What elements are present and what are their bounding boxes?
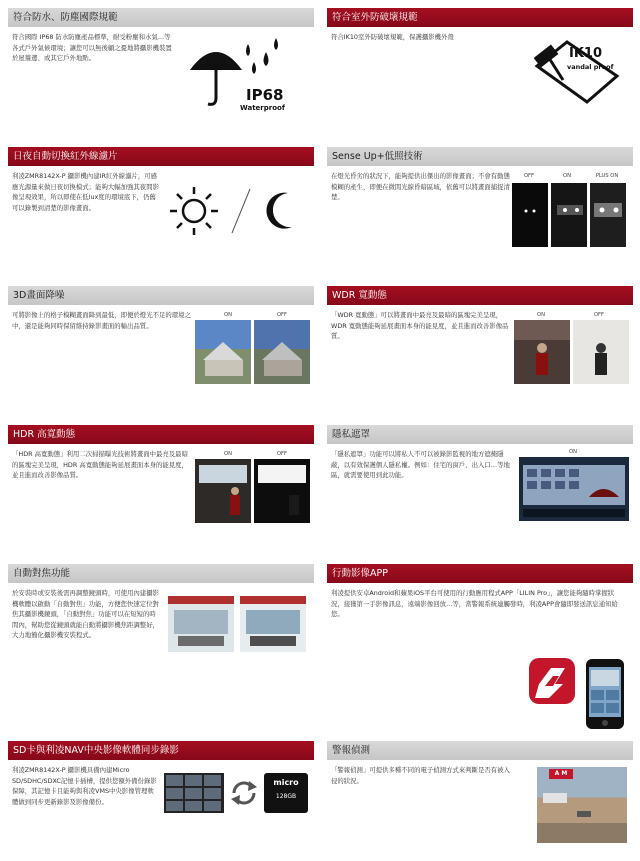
card-sd-nav	[8, 741, 314, 853]
section-title: 隱私遮罩	[327, 425, 633, 444]
nav-monitor-photo	[164, 773, 224, 813]
section-desc: 「WDR 寬動態」可以將畫面中最亮及最暗的區塊完美呈現，WDR 寬動態能夠延展畫面本身的能見度，並且進而改善影像品質。	[331, 311, 509, 340]
card-vandal-proof	[327, 8, 633, 120]
hdr-on-photo	[195, 459, 251, 523]
label-off: OFF	[593, 312, 605, 318]
hdr-off-photo	[254, 459, 310, 523]
card-sense-up	[327, 147, 633, 259]
section-title: 自動對焦功能	[8, 564, 314, 583]
label-off: OFF	[276, 312, 288, 318]
sense-plus-photo	[590, 183, 626, 247]
card-mobile-app	[327, 564, 633, 732]
ip68-label: IP68	[246, 86, 284, 104]
privacy-mask-photo	[519, 457, 629, 521]
vandal-proof-label: vandal proof	[567, 63, 614, 71]
card-ir-cut	[8, 147, 314, 259]
label-off: OFF	[276, 451, 288, 457]
3dnr-on-photo	[195, 320, 251, 384]
section-desc: 利凌ZMR8142X-P 攝影機內建IR紅外線濾片，可感應光源量來做日夜切換模式；能夠大幅加強其夜間影像呈現效果，所以即使在低lux度的環境底下，仍舊可以錄製到清楚的影像畫面。	[12, 172, 159, 212]
section-desc: 「HDR 高寬動態」利用二次掃描曝光技術將畫面中最亮及最暗的區塊完美呈現，HDR 高寬動態能夠延展畫面本身的能見度，並且進而改善影像品質。	[12, 450, 188, 479]
wdr-off-photo	[573, 320, 629, 384]
section-desc: 「警報偵測」可提供多種不同的電子偵測方式來判斷是否有被入侵的狀況。	[331, 766, 510, 785]
autofocus-before-photo	[168, 596, 234, 652]
section-title: 符合室外防破壞規範	[327, 8, 633, 27]
wdr-on-photo	[514, 320, 570, 384]
section-title: 3D畫面降噪	[8, 286, 314, 305]
section-desc: 於安裝時或安裝後需再調整鏡頭時，可使用內建攝影機軟體以啟動「自動對焦」功能，方便您快速定位對焦其攝影機鏡頭，「自動對焦」功能可以在短短的時間內，幫助您從鏡頭就能自動將攝影機焦距調整好，大力地簡化攝影機安裝程式。	[12, 589, 159, 639]
label-on: ON	[563, 173, 571, 179]
sd-capacity-label: 128GB	[275, 793, 297, 800]
umbrella-icon	[184, 32, 302, 112]
alarm-tag: A M	[549, 769, 573, 779]
card-auto-focus	[8, 564, 314, 732]
section-desc: 利凌ZMR8142X-P 攝影機具備內建Micro SD/SDHC/SDXC記憶卡插槽，提供您額外備份錄影保障，其記憶卡且能夠與利凌VMS中央影像管理軟體做到同步更新錄影及影像備份。	[12, 766, 157, 806]
card-wdr	[327, 286, 633, 398]
label-plus-on: PLUS ON	[595, 173, 619, 179]
card-alarm-detection	[327, 741, 633, 853]
micro-sd-label: micro	[273, 778, 299, 787]
section-desc: 「隱私遮罩」功能可以將私人不可以被錄影監視的地方遮掩隱蔽，以有效保護個人隱私權。例如：住宅的窗戶、出入口…等地區，就需要使用到此功能。	[331, 450, 510, 479]
smartphone-icon	[585, 658, 625, 730]
section-desc: 利凌提供安卓Android和蘋果iOS平台可使用的行動應用程式APP「LILIN Pro」，讓您能夠隨時掌握狀況，接獲第一手影像訊息，遠端影像回放…等，當警報系統連觸發時，利凌APP會隨即發送訊息通知給您。	[331, 589, 618, 618]
section-desc: 符合IK10室外防破壞規範，保護攝影機外殼	[331, 33, 454, 41]
sync-icon	[230, 777, 258, 809]
lilin-app-icon	[527, 656, 577, 708]
label-off: OFF	[523, 173, 535, 179]
sense-on-photo	[551, 183, 587, 247]
section-desc: 符合國際 IP68 防水防塵產品標準，耐受粉塵和水氣…等各式戶外氣候環境；讓您可以無後顧之憂地將攝影機裝置於屋簷邊、或其它戶外地點。	[12, 33, 172, 62]
section-title: Sense Up+低照技術	[327, 147, 633, 166]
card-3dnr	[8, 286, 314, 398]
label-on: ON	[224, 451, 232, 457]
section-desc: 可將影像上的格子模糊畫面降到最低，即便於燈光不足的環境之中，還是能夠同時保留維持錄影畫面的輸出品質。	[12, 311, 191, 330]
label-on: ON	[569, 449, 577, 455]
autofocus-after-photo	[240, 596, 306, 652]
ik10-label: IK10	[569, 46, 603, 61]
card-privacy-mask	[327, 425, 633, 537]
section-desc: 在燈光昏劣的狀況下，能夠提供出傑出的影像畫面；不會有動態模糊的產生，即便在微間光線昏暗區域，依舊可以將畫面捕捉清楚。	[331, 172, 510, 201]
waterproof-label: Waterproof	[240, 104, 285, 112]
3dnr-off-photo	[254, 320, 310, 384]
section-title: 符合防水、防塵國際規範	[8, 8, 314, 27]
label-on: ON	[224, 312, 232, 318]
section-title: 行動影像APP	[327, 564, 633, 583]
label-on: ON	[537, 312, 545, 318]
card-hdr	[8, 425, 314, 537]
day-night-icon	[166, 183, 308, 239]
section-title: HDR 高寬動態	[8, 425, 314, 444]
section-title: 日夜自動切換紅外線濾片	[8, 147, 314, 166]
section-title: 警報偵測	[327, 741, 633, 760]
section-title: WDR 寬動態	[327, 286, 633, 305]
card-waterproof	[8, 8, 314, 120]
sense-off-photo	[512, 183, 548, 247]
section-title: SD卡與利凌NAV中央影像軟體同步錄影	[8, 741, 314, 760]
